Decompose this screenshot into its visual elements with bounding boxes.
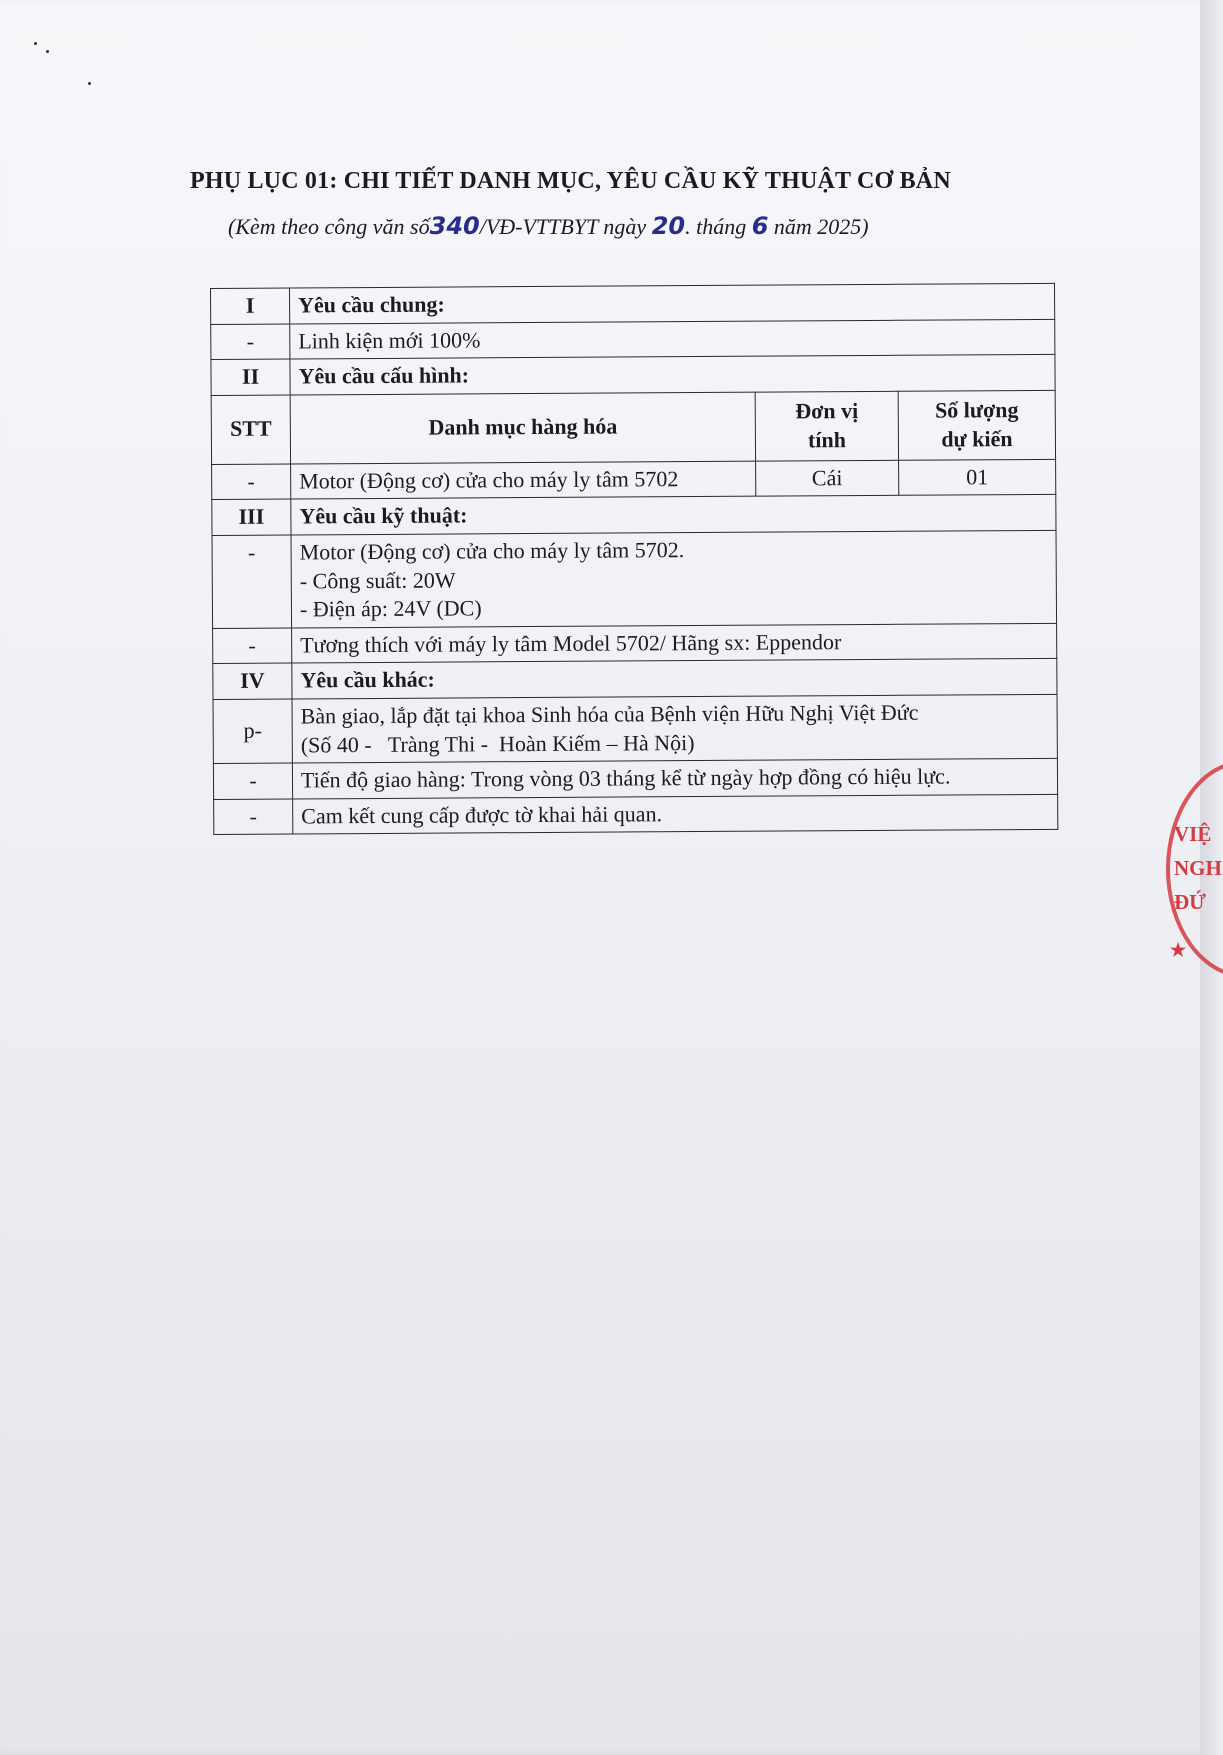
section-number: IV bbox=[213, 663, 292, 699]
tech-spec-line: - Công suất: 20W bbox=[299, 567, 456, 594]
row-text: Cam kết cung cấp được tờ khai hải quan. bbox=[293, 794, 1058, 834]
stamp-text: NGH bbox=[1174, 856, 1222, 880]
stamp-text: VIỆ bbox=[1174, 822, 1212, 846]
subtitle-text: (Kèm theo công văn số bbox=[228, 214, 430, 239]
header-qty-line: dự kiến bbox=[941, 425, 1013, 452]
table-row bbox=[212, 459, 1056, 500]
row-text: Linh kiện mới 100% bbox=[290, 319, 1055, 359]
paper-speck bbox=[88, 82, 91, 85]
row-number: - bbox=[212, 464, 291, 500]
section-number: III bbox=[212, 499, 291, 535]
section-number: I bbox=[211, 288, 290, 324]
header-qty-line: Số lượng bbox=[934, 397, 1019, 423]
section-row bbox=[212, 495, 1056, 536]
tech-spec-line: - Điện áp: 24V (DC) bbox=[299, 595, 482, 622]
section-title: Yêu cầu chung: bbox=[290, 283, 1055, 323]
section-row bbox=[213, 659, 1057, 700]
handwritten-number: 340 bbox=[429, 212, 480, 240]
delivery-line: (Số 40 - Tràng Thi - Hoàn Kiếm – Hà Nội) bbox=[300, 729, 695, 757]
red-seal-stamp bbox=[1160, 740, 1223, 990]
delivery-location-cell bbox=[292, 694, 1057, 763]
star-icon: ★ bbox=[1170, 940, 1187, 960]
row-text: Tương thích với máy ly tâm Model 5702/ Hãng sx: Eppendor bbox=[292, 623, 1057, 663]
table-row bbox=[213, 694, 1057, 763]
table-row bbox=[213, 623, 1057, 664]
tech-spec-line: Motor (Động cơ) cửa cho máy ly tâm 5702. bbox=[299, 537, 685, 565]
section-title: Yêu cầu cấu hình: bbox=[290, 355, 1055, 395]
subtitle bbox=[228, 212, 988, 240]
stamp-text: ĐỨ bbox=[1174, 890, 1206, 914]
section-number: II bbox=[211, 359, 290, 395]
table-row bbox=[211, 319, 1055, 360]
section-title: Yêu cầu kỹ thuật: bbox=[291, 495, 1056, 535]
requirements-table bbox=[210, 283, 1058, 835]
header-stt: STT bbox=[211, 395, 290, 464]
section-title: Yêu cầu khác: bbox=[292, 659, 1057, 699]
row-text: Tiến độ giao hàng: Trong vòng 03 tháng kể từ ngày hợp đồng có hiệu lực. bbox=[292, 758, 1057, 798]
row-number: - bbox=[211, 324, 290, 360]
row-number: - bbox=[212, 535, 292, 628]
item-qty: 01 bbox=[899, 459, 1056, 496]
section-row bbox=[211, 283, 1055, 324]
paper-speck bbox=[34, 42, 37, 45]
column-header-row bbox=[211, 390, 1055, 464]
page-title: PHỤ LỤC 01: CHI TIẾT DANH MỤC, YÊU CẦU KỸ THUẬT CƠ BẢN bbox=[190, 168, 951, 194]
header-unit-line: tính bbox=[807, 426, 846, 453]
header-qty bbox=[898, 390, 1055, 460]
handwritten-day: 20 bbox=[651, 212, 686, 240]
subtitle-text: năm 2025) bbox=[768, 214, 869, 239]
header-unit-line: Đơn vị bbox=[795, 398, 859, 424]
table-row bbox=[212, 530, 1057, 628]
row-number: - bbox=[214, 799, 293, 835]
delivery-line: Bàn giao, lắp đặt tại khoa Sinh hóa của Bệnh viện Hữu Nghị Việt Đức bbox=[300, 699, 919, 729]
subtitle-text: . tháng bbox=[685, 214, 747, 239]
header-item: Danh mục hàng hóa bbox=[290, 392, 755, 464]
paper-speck bbox=[46, 50, 49, 53]
row-number: - bbox=[213, 628, 292, 664]
section-row bbox=[211, 355, 1055, 396]
table-row bbox=[213, 758, 1057, 799]
header-unit bbox=[755, 391, 898, 461]
item-unit: Cái bbox=[756, 460, 899, 496]
row-number: p- bbox=[213, 699, 292, 764]
subtitle-text: /VĐ-VTTBYT ngày bbox=[479, 214, 647, 239]
table-row bbox=[214, 794, 1058, 835]
tech-spec-cell bbox=[291, 530, 1057, 627]
handwritten-month: 6 bbox=[751, 212, 769, 240]
row-number: - bbox=[213, 763, 292, 799]
item-name: Motor (Động cơ) cửa cho máy ly tâm 5702 bbox=[291, 461, 756, 499]
